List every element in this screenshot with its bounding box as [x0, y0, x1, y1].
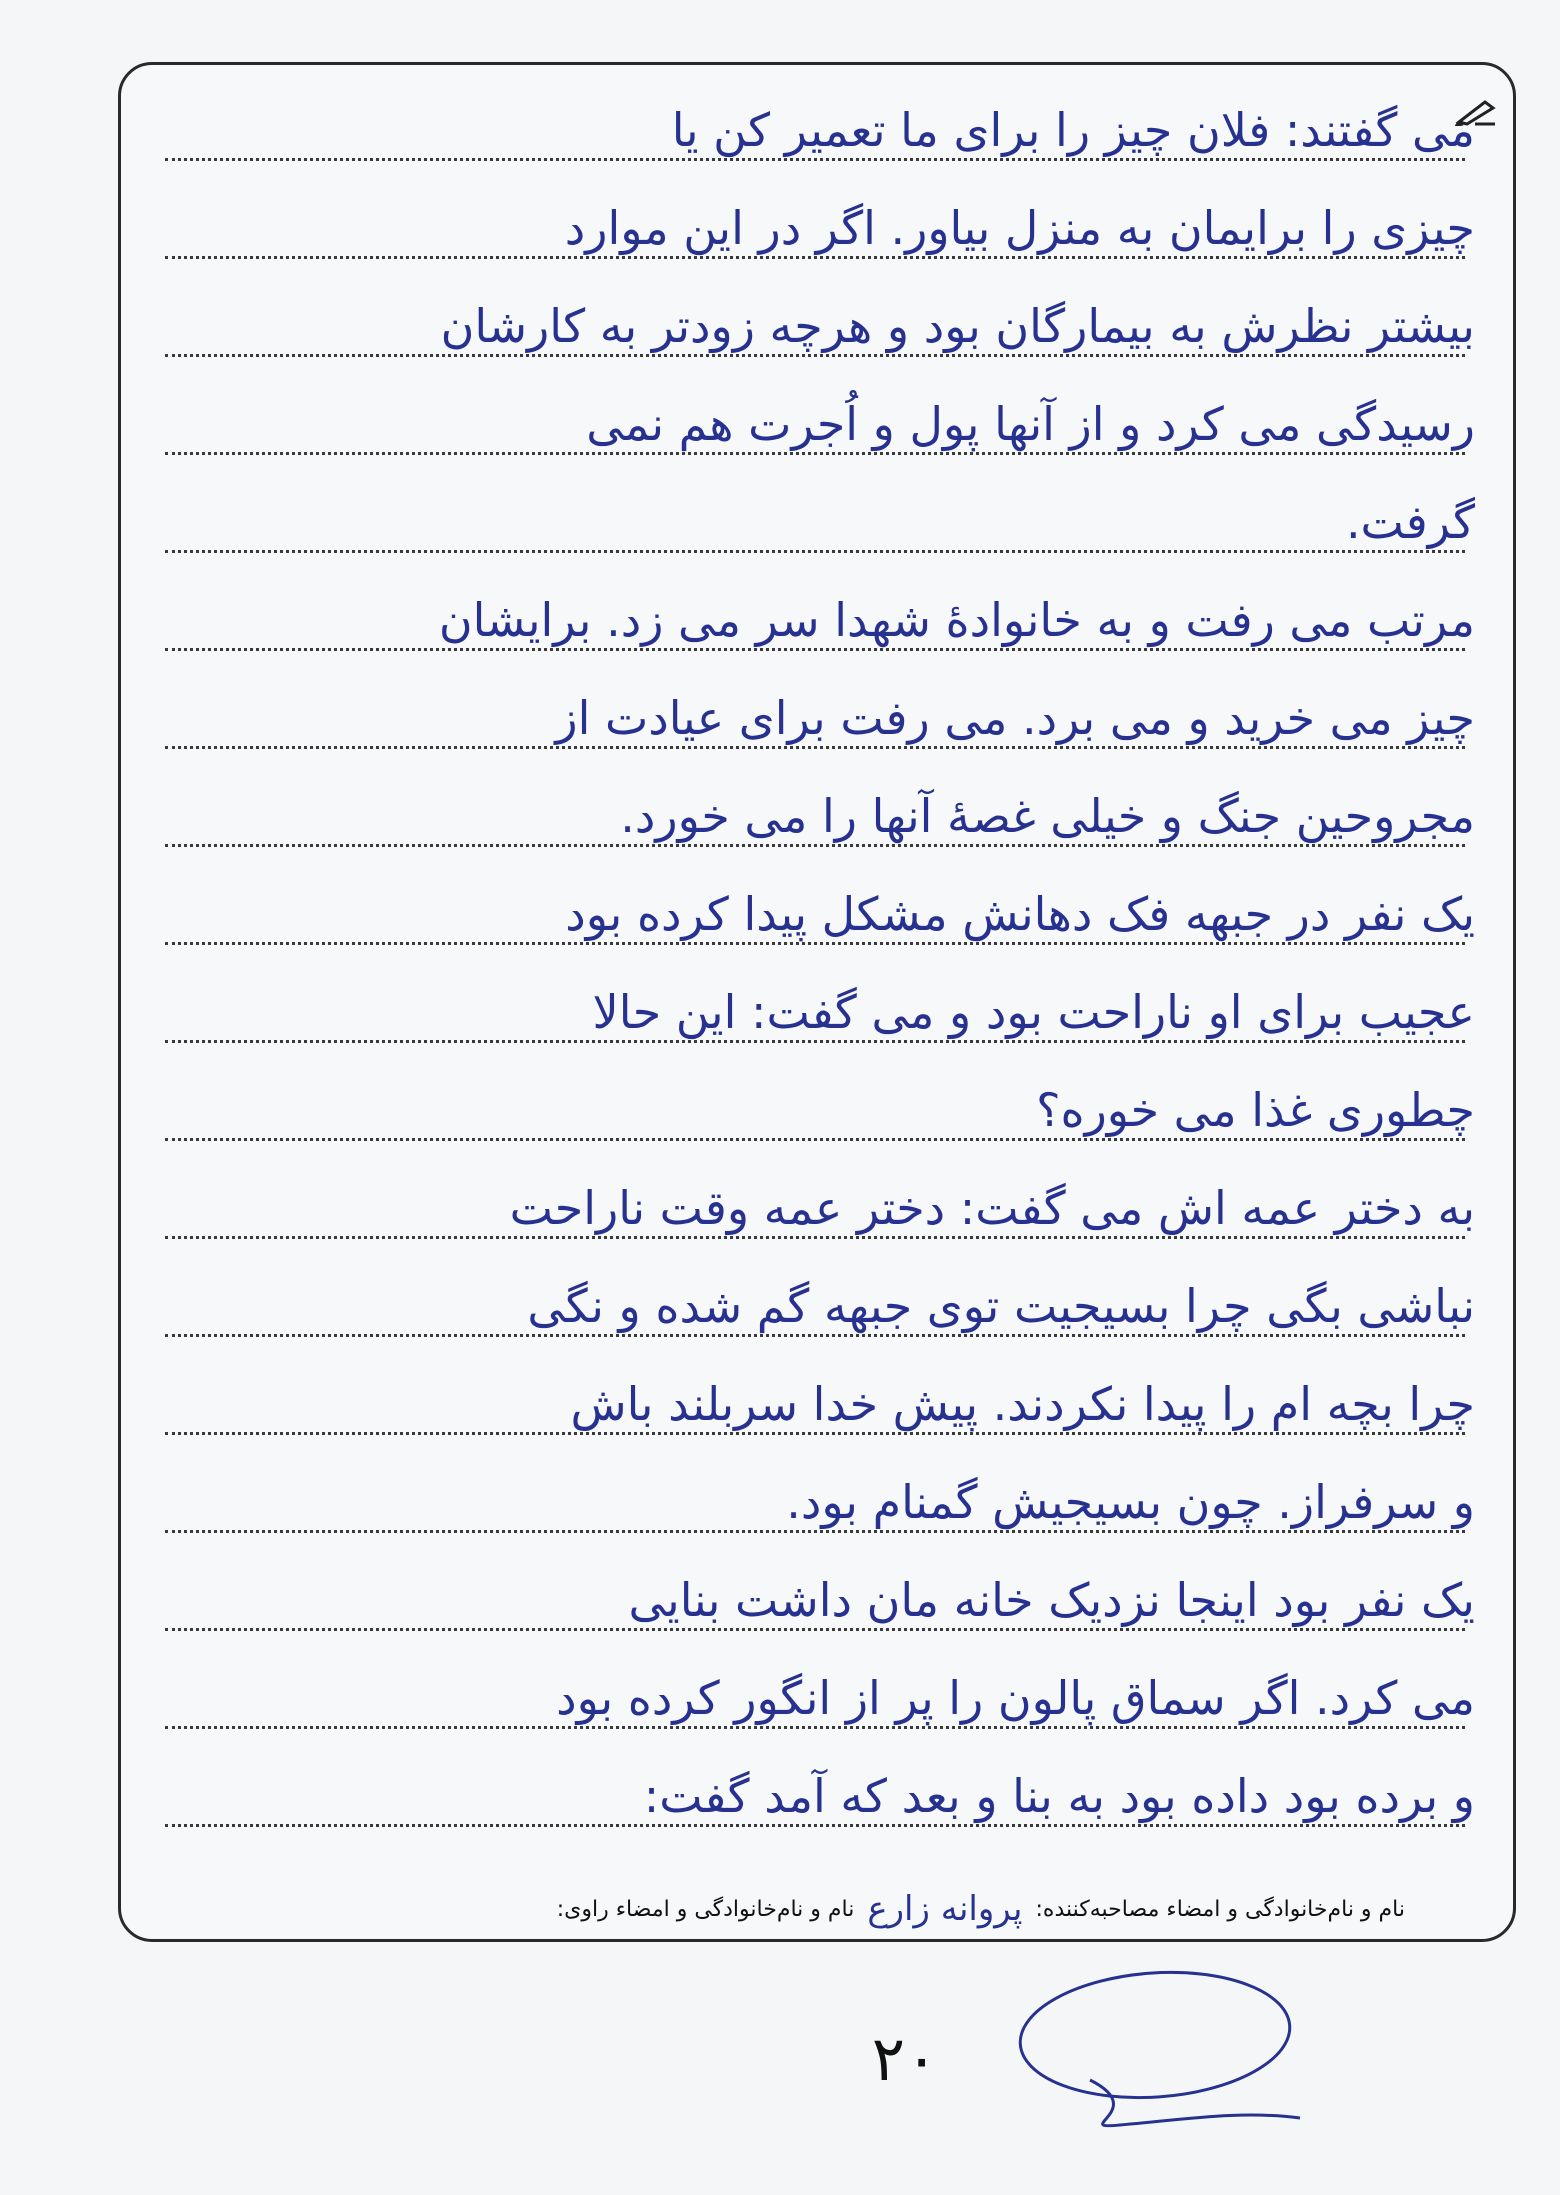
signature-footer	[165, 1885, 1405, 1929]
text-line: مجروحین جنگ و خیلی غصهٔ آنها را می خورد.	[620, 789, 1475, 843]
text-line: رسیدگی می کرد و از آنها پول و اُجرت هم نمی	[586, 397, 1475, 451]
text-line: بیشتر نظرش به بیمارگان بود و هرچه زودتر به کارشان	[440, 299, 1475, 353]
page-number: ۲۰	[871, 2022, 939, 2095]
text-line: نباشی بگی چرا بسیجیت توی جبهه گم شده و نگی	[527, 1279, 1475, 1333]
text-line: چیزی را برایمان به منزل بیاور. اگر در این موارد	[564, 201, 1475, 255]
narrator-label: نام و نام‌خانوادگی و امضاء راوی:	[556, 1897, 855, 1922]
text-line: به دختر عمه اش می گفت: دختر عمه وقت ناراحت	[509, 1181, 1475, 1235]
text-line: می کرد. اگر سماق پالون را پر از انگور کرده بود	[556, 1671, 1475, 1725]
text-line: مرتب می رفت و به خانوادهٔ شهدا سر می زد. برایشان	[438, 593, 1475, 647]
text-line: و برده بود داده بود به بنا و بعد که آمد گفت:	[643, 1769, 1475, 1823]
text-line: یک نفر در جبهه فک دهانش مشکل پیدا کرده بود	[565, 887, 1475, 941]
text-line: می گفتند: فلان چیز را برای ما تعمیر کن یا	[671, 103, 1475, 157]
text-line: عجیب برای او ناراحت بود و می گفت: این حالا	[592, 985, 1475, 1039]
text-line: گرفت.	[1345, 495, 1475, 549]
signature-scribble	[1010, 1960, 1310, 2140]
interviewer-signature: پروانه زارع	[867, 1889, 1023, 1929]
text-line: چیز می خرید و می برد. می رفت برای عیادت از	[555, 691, 1475, 745]
text-line: و سرفراز. چون بسیجیش گمنام بود.	[786, 1475, 1475, 1529]
text-line: یک نفر بود اینجا نزدیک خانه مان داشت بنایی	[628, 1573, 1475, 1627]
interviewer-label: نام و نام‌خانوادگی و امضاء مصاحبه‌کننده:	[1035, 1897, 1405, 1922]
text-line: چرا بچه ام را پیدا نکردند. پیش خدا سربلند باش	[570, 1377, 1475, 1431]
text-line: چطوری غذا می خوره؟	[1036, 1083, 1475, 1137]
